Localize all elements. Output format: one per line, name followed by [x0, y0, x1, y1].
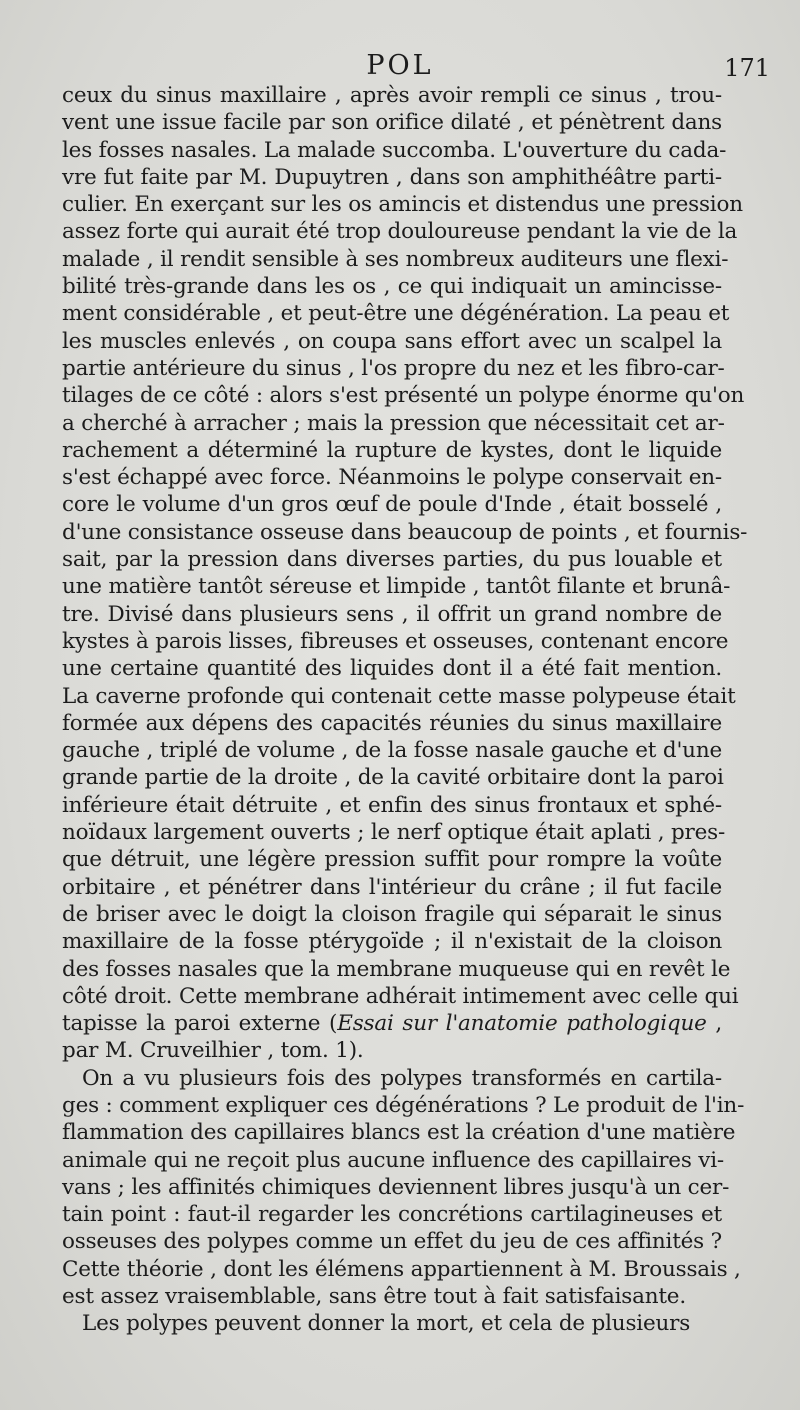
text-line: une matière tantôt séreuse et limpide , tantôt filante et brunâ-	[62, 574, 731, 600]
paragraph	[62, 1065, 745, 1311]
text-line: de briser avec le doigt la cloison fragile qui séparait le sinus	[62, 901, 722, 927]
text-line: gauche , triplé de volume , de la fosse nasale gauche et d'une	[62, 738, 722, 764]
text-line: osseuses des polypes comme un effet du jeu de ces affinités ?	[62, 1229, 722, 1255]
text-line: tapisse la paroi externe (Essai sur l'anatomie pathologique ,	[62, 1011, 722, 1037]
text-line: ges : comment expliquer ces dégénérations ? Le produit de l'in-	[62, 1092, 745, 1118]
running-head: POL	[366, 50, 434, 81]
text-line: animale qui ne reçoit plus aucune influence des capillaires vi-	[62, 1147, 724, 1173]
text-line: On a vu plusieurs fois des polypes transformés en cartila-	[82, 1065, 722, 1091]
text-line: bilité très-grande dans les os , ce qui indiquait un amincisse-	[62, 274, 722, 300]
text-line: La caverne profonde qui contenait cette masse polypeuse était	[62, 683, 736, 709]
text-line: par M. Cruveilhier , tom. 1).	[62, 1038, 364, 1064]
text-line: côté droit. Cette membrane adhérait intimement avec celle qui	[62, 983, 739, 1009]
text-line: une certaine quantité des liquides dont il a été fait mention.	[62, 656, 722, 682]
text-line: core le volume d'un gros œuf de poule d'Inde , était bosselé ,	[62, 492, 722, 518]
paragraph	[62, 1310, 722, 1337]
text-line: tilages de ce côté : alors s'est présenté un polype énorme qu'on	[62, 383, 745, 409]
paragraph	[62, 82, 748, 1065]
text-line: des fosses nasales que la membrane muqueuse qui en revêt le	[62, 956, 731, 982]
text-line: ment considérable , et peut-être une dégénération. La peau et	[62, 301, 730, 327]
text-line: tre. Divisé dans plusieurs sens , il offrit un grand nombre de	[62, 601, 722, 627]
text-line: a cherché à arracher ; mais la pression que nécessitait cet ar-	[62, 410, 725, 436]
text-line: tain point : faut-il regarder les concrétions cartilagineuses et	[62, 1202, 722, 1228]
text-line: que détruit, une légère pression suffit pour rompre la voûte	[62, 847, 722, 873]
text-line: d'une consistance osseuse dans beaucoup de points , et fournis-	[62, 519, 748, 545]
text-line: sait, par la pression dans diverses parties, du pus louable et	[62, 547, 722, 573]
text-line: assez forte qui aurait été trop douloureuse pendant la vie de la	[62, 219, 738, 245]
text-line: les fosses nasales. La malade succomba. L'ouverture du cada-	[62, 137, 727, 163]
page-number: 171	[724, 54, 770, 82]
text-line: malade , il rendit sensible à ses nombreux auditeurs une flexi-	[62, 246, 729, 272]
text-line: partie antérieure du sinus , l'os propre du nez et les fibro-car-	[62, 355, 725, 381]
text-line: culier. En exerçant sur les os amincis et distendus une pression	[62, 192, 743, 218]
text-line: s'est échappé avec force. Néanmoins le polype conservait en-	[62, 465, 722, 491]
text-line: grande partie de la droite , de la cavité orbitaire dont la paroi	[62, 765, 724, 791]
text-line: Les polypes peuvent donner la mort, et cela de plusieurs	[82, 1311, 691, 1337]
text-line: flammation des capillaires blancs est la création d'une matière	[62, 1120, 736, 1146]
text-line: est assez vraisemblable, sans être tout à fait satisfaisante.	[62, 1284, 686, 1310]
text-line: noïdaux largement ouverts ; le nerf optique était aplati , pres-	[62, 820, 726, 846]
text-line: vre fut faite par M. Dupuytren , dans son amphithéâtre parti-	[62, 164, 722, 190]
body-text	[62, 82, 748, 1338]
text-line: inférieure était détruite , et enfin des sinus frontaux et sphé-	[62, 792, 722, 818]
text-line: kystes à parois lisses, fibreuses et osseuses, contenant encore	[62, 628, 729, 654]
text-line: Cette théorie , dont les élémens appartiennent à M. Broussais ,	[62, 1256, 741, 1282]
text-line: vans ; les affinités chimiques deviennent libres jusqu'à un cer-	[62, 1174, 730, 1200]
text-line: maxillaire de la fosse ptérygoïde ; il n'existait de la cloison	[62, 929, 722, 955]
text-line: les muscles enlevés , on coupa sans effort avec un scalpel la	[62, 328, 722, 354]
text-line: formée aux dépens des capacités réunies du sinus maxillaire	[62, 710, 722, 736]
cited-work-title: Essai sur l'anatomie pathologique	[337, 1011, 707, 1037]
text-line: rachement a déterminé la rupture de kystes, dont le liquide	[62, 437, 722, 463]
text-line: orbitaire , et pénétrer dans l'intérieur du crâne ; il fut facile	[62, 874, 722, 900]
text-line: ceux du sinus maxillaire , après avoir rempli ce sinus , trou-	[62, 83, 722, 108]
text-line: vent une issue facile par son orifice dilaté , et pénètrent dans	[62, 110, 722, 136]
